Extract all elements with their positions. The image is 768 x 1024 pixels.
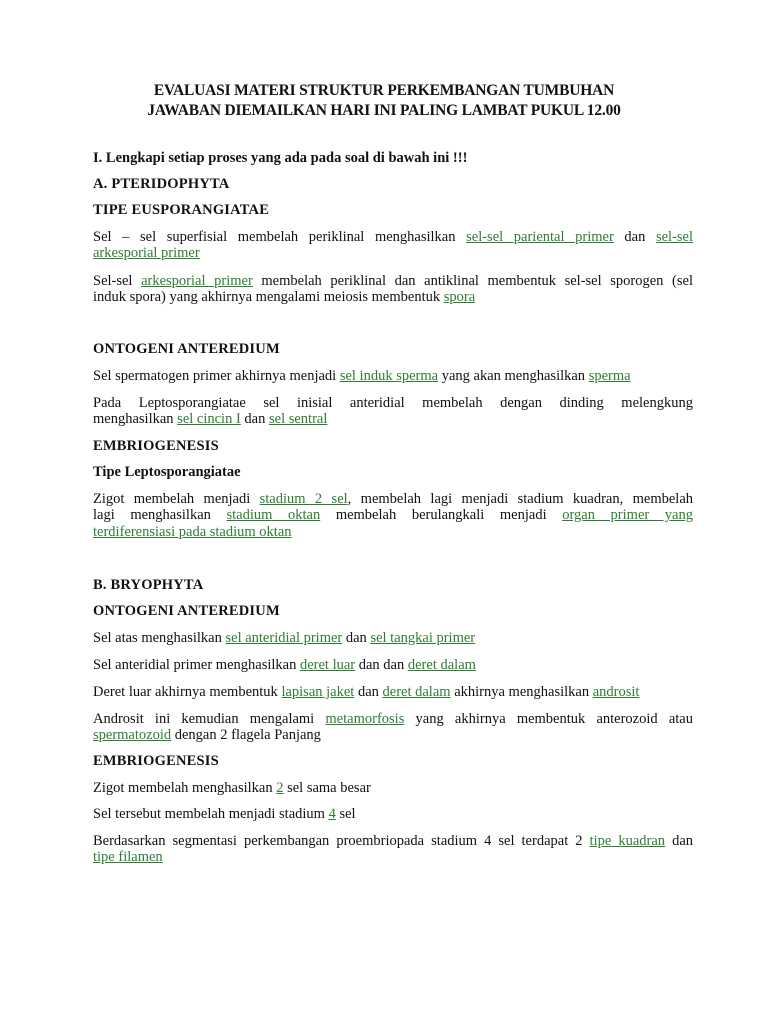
paragraph-cont	[93, 507, 693, 523]
answer-blank: tipe filamen	[93, 849, 163, 865]
text: sel	[335, 806, 356, 822]
answer-blank: spermatozoid	[93, 727, 172, 743]
leptosporangiatae-subheading: Tipe Leptosporangiatae	[93, 464, 241, 480]
answer-blank: arkesporial primer	[141, 273, 253, 289]
paragraph	[93, 711, 693, 727]
answer-blank: spora	[443, 289, 476, 305]
text: Sel spermatogen primer akhirnya menjadi	[93, 368, 340, 384]
text: yang akan menghasilkan	[438, 368, 589, 384]
text: lagi menghasilkan	[93, 507, 227, 523]
instruction: I. Lengkapi setiap proses yang ada pada soal di bawah ini !!!	[93, 150, 468, 166]
answer-blank: tipe kuadran	[589, 833, 666, 849]
answer-blank: metamorfosis	[325, 711, 405, 727]
answer-blank: arkesporial primer	[93, 245, 200, 261]
text: Sel atas menghasilkan	[93, 630, 226, 646]
text: dan	[665, 833, 694, 849]
paragraph-cont	[93, 727, 693, 743]
paragraph	[93, 273, 693, 289]
text: dengan 2 flagela Panjang	[171, 727, 321, 743]
embriogenesis-heading-b: EMBRIOGENESIS	[93, 753, 219, 769]
text: Pada Leptosporangiatae sel inisial anteridial membelah dengan dinding melengkung	[93, 395, 693, 411]
answer-blank: deret dalam	[407, 657, 476, 673]
paragraph-cont	[93, 245, 693, 261]
text: Sel-sel	[93, 273, 142, 289]
text: menghasilkan	[93, 411, 178, 427]
text: Sel anteridial primer menghasilkan	[93, 657, 300, 673]
answer-blank: sel cincin I	[177, 411, 241, 427]
paragraph	[93, 833, 693, 849]
answer-blank: terdiferensiasi pada stadium oktan	[93, 524, 292, 540]
paragraph	[93, 780, 693, 796]
answer-blank: 4	[328, 806, 336, 822]
answer-blank: sel-sel	[655, 229, 694, 245]
text: Sel tersebut membelah menjadi stadium	[93, 806, 329, 822]
paragraph	[93, 684, 693, 700]
answer-blank: 2	[276, 780, 284, 796]
text: Sel – sel superfisial membelah periklinal menghasilkan	[93, 229, 467, 245]
text: dan	[240, 411, 269, 427]
answer-blank: organ primer yang	[562, 507, 693, 523]
answer-blank: sel anteridial primer	[225, 630, 343, 646]
text: membelah periklinal dan antiklinal membentuk sel-sel sporogen (sel	[252, 273, 693, 289]
text: dan dan	[355, 657, 408, 673]
text: Zigot membelah menjadi	[93, 491, 260, 507]
text: induk spora) yang akhirnya mengalami meiosis membentuk	[93, 289, 444, 305]
text: yang akhirnya membentuk anterozoid atau	[404, 711, 693, 727]
ontogeni-heading-a: ONTOGENI ANTEREDIUM	[93, 341, 280, 357]
text: , membelah lagi menjadi stadium kuadran, membelah	[347, 491, 694, 507]
answer-blank: androsit	[592, 684, 640, 700]
text: Zigot membelah menghasilkan	[93, 780, 277, 796]
title-line-1: EVALUASI MATERI STRUKTUR PERKEMBANGAN TUMBUHAN	[153, 82, 615, 99]
paragraph-cont	[93, 524, 693, 540]
answer-blank: stadium oktan	[226, 507, 321, 523]
paragraph	[93, 657, 693, 673]
text: dan	[613, 229, 656, 245]
paragraph-cont	[93, 411, 693, 427]
embriogenesis-heading-a: EMBRIOGENESIS	[93, 438, 219, 454]
answer-blank: deret dalam	[382, 684, 451, 700]
answer-blank: stadium 2 sel	[259, 491, 348, 507]
answer-blank: lapisan jaket	[281, 684, 355, 700]
answer-blank: deret luar	[299, 657, 356, 673]
paragraph	[93, 229, 693, 245]
paragraph	[93, 395, 693, 411]
paragraph	[93, 630, 693, 646]
answer-blank: sel tangkai primer	[370, 630, 476, 646]
ontogeni-heading-b: ONTOGENI ANTEREDIUM	[93, 603, 280, 619]
text: sel sama besar	[283, 780, 371, 796]
text: dan	[354, 684, 383, 700]
text: Berdasarkan segmentasi perkembangan proembriopada stadium 4 sel terdapat 2	[93, 833, 590, 849]
section-b-title: B. BRYOPHYTA	[93, 577, 204, 593]
paragraph	[93, 368, 693, 384]
paragraph-cont	[93, 289, 693, 305]
text: akhirnya menghasilkan	[450, 684, 593, 700]
answer-blank: sel-sel pariental primer	[466, 229, 614, 245]
answer-blank: sel sentral	[268, 411, 328, 427]
answer-blank: sperma	[588, 368, 631, 384]
text: membelah berulangkali menjadi	[320, 507, 563, 523]
eusporangiatae-heading: TIPE EUSPORANGIATAE	[93, 202, 270, 218]
paragraph-cont	[93, 849, 693, 865]
text: dan	[342, 630, 371, 646]
paragraph	[93, 491, 693, 507]
text: Deret luar akhirnya membentuk	[93, 684, 282, 700]
text: Androsit ini kemudian mengalami	[93, 711, 326, 727]
title-line-2: JAWABAN DIEMAILKAN HARI INI PALING LAMBAT PUKUL 12.00	[147, 102, 621, 119]
section-a-title: A. PTERIDOPHYTA	[93, 176, 230, 192]
answer-blank: sel induk sperma	[339, 368, 439, 384]
paragraph	[93, 806, 693, 822]
